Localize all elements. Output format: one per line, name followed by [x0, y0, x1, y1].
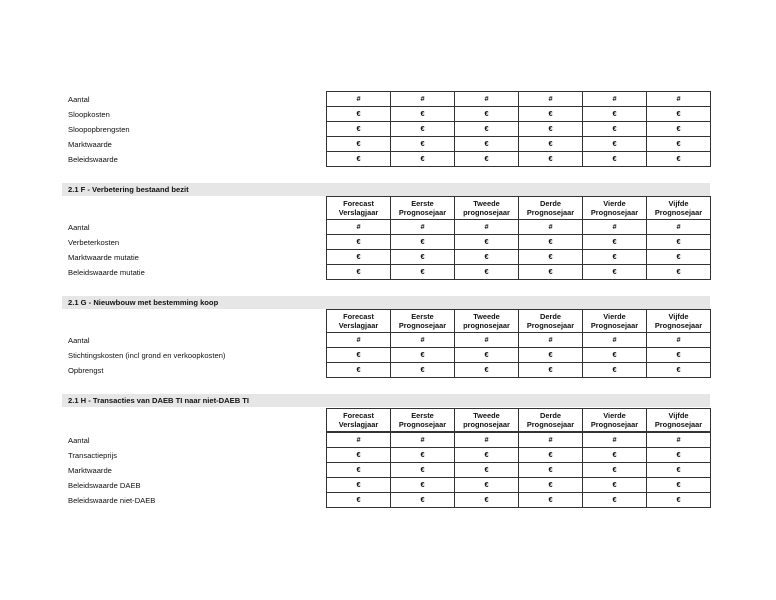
value-cell[interactable]: €: [455, 122, 519, 137]
column-header: [519, 310, 583, 333]
table-row: [327, 250, 711, 265]
value-cell[interactable]: €: [391, 448, 455, 463]
value-cell[interactable]: €: [391, 152, 455, 167]
value-cell[interactable]: €: [455, 493, 519, 508]
column-header-line2: Prognosejaar: [654, 208, 703, 217]
value-cell[interactable]: €: [391, 478, 455, 493]
row-label: Marktwaarde: [68, 466, 112, 475]
value-cell[interactable]: €: [519, 348, 583, 363]
value-cell[interactable]: €: [647, 478, 711, 493]
table-row: [327, 463, 711, 478]
value-cell[interactable]: €: [519, 265, 583, 280]
row-label: Aantal: [68, 223, 90, 232]
column-header-line1: Tweede: [473, 199, 500, 208]
table-row: [327, 348, 711, 363]
value-cell[interactable]: #: [583, 92, 647, 107]
table-row: [327, 137, 711, 152]
column-header-line1: Tweede: [473, 312, 500, 321]
value-cell[interactable]: €: [455, 363, 519, 378]
row-label: Opbrengst: [68, 366, 104, 375]
value-cell[interactable]: #: [327, 220, 391, 235]
value-cell[interactable]: €: [583, 235, 647, 250]
value-cell[interactable]: #: [519, 333, 583, 348]
value-cell[interactable]: €: [647, 235, 711, 250]
value-cell[interactable]: €: [647, 250, 711, 265]
column-header-line1: Forecast: [343, 312, 374, 321]
value-cell[interactable]: €: [583, 463, 647, 478]
column-header-line1: Vierde: [603, 411, 626, 420]
column-header: [327, 310, 391, 333]
column-header: [391, 409, 455, 432]
table-row: [327, 333, 711, 348]
value-cell[interactable]: €: [519, 363, 583, 378]
value-cell[interactable]: #: [583, 433, 647, 448]
value-cell[interactable]: €: [519, 235, 583, 250]
value-cell[interactable]: €: [391, 250, 455, 265]
column-header-row: [327, 409, 711, 432]
column-header: [327, 197, 391, 220]
column-header-line1: Forecast: [343, 199, 374, 208]
table-row: [327, 265, 711, 280]
column-header-line1: Derde: [540, 411, 561, 420]
column-header-line1: Eerste: [411, 411, 434, 420]
value-cell[interactable]: #: [391, 433, 455, 448]
table-row: [327, 448, 711, 463]
column-header-line1: Vijfde: [668, 312, 689, 321]
value-cell[interactable]: €: [391, 107, 455, 122]
value-cell[interactable]: €: [391, 137, 455, 152]
value-cell[interactable]: €: [391, 348, 455, 363]
value-cell[interactable]: €: [455, 107, 519, 122]
value-cell[interactable]: €: [455, 137, 519, 152]
table-row: [327, 122, 711, 137]
value-cell[interactable]: €: [583, 265, 647, 280]
value-cell[interactable]: #: [455, 433, 519, 448]
value-cell[interactable]: #: [455, 220, 519, 235]
value-cell[interactable]: #: [647, 220, 711, 235]
column-header: [327, 409, 391, 432]
value-cell[interactable]: €: [327, 463, 391, 478]
column-header: [647, 197, 711, 220]
data-table: [326, 332, 711, 378]
value-cell[interactable]: €: [455, 463, 519, 478]
value-cell[interactable]: #: [519, 92, 583, 107]
value-cell[interactable]: €: [647, 137, 711, 152]
value-cell[interactable]: €: [583, 448, 647, 463]
column-header-line2: prognosejaar: [463, 208, 510, 217]
table-row: [327, 107, 711, 122]
column-header-line1: Eerste: [411, 312, 434, 321]
column-header-row: [327, 197, 711, 220]
row-label: Stichtingskosten (incl grond en verkoopkosten): [68, 351, 226, 360]
column-header-line1: Vijfde: [668, 199, 689, 208]
value-cell[interactable]: €: [519, 107, 583, 122]
value-cell[interactable]: €: [519, 478, 583, 493]
value-cell[interactable]: €: [391, 463, 455, 478]
column-header: [455, 197, 519, 220]
column-header: [455, 310, 519, 333]
value-cell[interactable]: #: [391, 220, 455, 235]
data-table: [326, 91, 711, 167]
column-header-line2: Prognosejaar: [590, 321, 639, 330]
value-cell[interactable]: €: [583, 152, 647, 167]
column-header-table: [326, 196, 711, 220]
section-title: 2.1 H - Transacties van DAEB TI naar niet-DAEB TI: [68, 396, 250, 405]
value-cell[interactable]: €: [455, 152, 519, 167]
row-label: Transactieprijs: [68, 451, 118, 460]
column-header-line2: Prognosejaar: [526, 321, 575, 330]
value-cell[interactable]: €: [327, 152, 391, 167]
value-cell[interactable]: €: [519, 137, 583, 152]
column-header-line2: Prognosejaar: [526, 208, 575, 217]
value-cell[interactable]: €: [647, 448, 711, 463]
value-cell[interactable]: #: [647, 433, 711, 448]
value-cell[interactable]: €: [583, 137, 647, 152]
value-cell[interactable]: €: [519, 152, 583, 167]
value-cell[interactable]: €: [583, 107, 647, 122]
value-cell[interactable]: €: [647, 265, 711, 280]
value-cell[interactable]: #: [583, 333, 647, 348]
row-label: Aantal: [68, 95, 90, 104]
column-header-line1: Forecast: [343, 411, 374, 420]
value-cell[interactable]: #: [455, 333, 519, 348]
value-cell[interactable]: #: [327, 433, 391, 448]
value-cell[interactable]: €: [327, 363, 391, 378]
column-header-line2: Verslagjaar: [338, 208, 379, 217]
data-table: [326, 432, 711, 508]
value-cell[interactable]: €: [327, 478, 391, 493]
column-header-line1: Vierde: [603, 312, 626, 321]
value-cell[interactable]: €: [647, 152, 711, 167]
row-label: Aantal: [68, 336, 90, 345]
value-cell[interactable]: €: [327, 348, 391, 363]
table-row: [327, 478, 711, 493]
value-cell[interactable]: #: [455, 92, 519, 107]
column-header-line2: Prognosejaar: [526, 420, 575, 429]
value-cell[interactable]: €: [519, 448, 583, 463]
row-label: Beleidswaarde niet-DAEB: [68, 496, 156, 505]
value-cell[interactable]: €: [455, 265, 519, 280]
row-label: Sloopkosten: [68, 110, 110, 119]
column-header-line1: Tweede: [473, 411, 500, 420]
row-label: Beleidswaarde: [68, 155, 118, 164]
value-cell[interactable]: €: [327, 107, 391, 122]
column-header-line1: Vierde: [603, 199, 626, 208]
value-cell[interactable]: €: [647, 363, 711, 378]
column-header-line1: Derde: [540, 312, 561, 321]
column-header-line2: Verslagjaar: [338, 321, 379, 330]
value-cell[interactable]: #: [327, 333, 391, 348]
row-label: Beleidswaarde DAEB: [68, 481, 141, 490]
column-header: [391, 197, 455, 220]
row-label: Marktwaarde mutatie: [68, 253, 139, 262]
value-cell[interactable]: €: [647, 493, 711, 508]
value-cell[interactable]: #: [519, 220, 583, 235]
row-label: Verbeterkosten: [68, 238, 120, 247]
column-header: [583, 409, 647, 432]
column-header-line1: Eerste: [411, 199, 434, 208]
column-header-line2: Prognosejaar: [654, 420, 703, 429]
value-cell[interactable]: #: [647, 333, 711, 348]
column-header-line1: Vijfde: [668, 411, 689, 420]
section-title: 2.1 G - Nieuwbouw met bestemming koop: [68, 298, 219, 307]
column-header: [583, 310, 647, 333]
column-header-line2: Prognosejaar: [590, 420, 639, 429]
value-cell[interactable]: €: [647, 107, 711, 122]
column-header: [519, 409, 583, 432]
value-cell[interactable]: €: [391, 265, 455, 280]
section-title: 2.1 F - Verbetering bestaand bezit: [68, 185, 189, 194]
value-cell[interactable]: €: [455, 235, 519, 250]
value-cell[interactable]: €: [647, 463, 711, 478]
value-cell[interactable]: €: [391, 363, 455, 378]
column-header: [647, 310, 711, 333]
value-cell[interactable]: €: [519, 250, 583, 265]
value-cell[interactable]: €: [327, 448, 391, 463]
value-cell[interactable]: €: [455, 478, 519, 493]
value-cell[interactable]: €: [455, 250, 519, 265]
value-cell[interactable]: €: [519, 493, 583, 508]
table-row: [327, 220, 711, 235]
value-cell[interactable]: #: [519, 433, 583, 448]
table-row: [327, 152, 711, 167]
column-header: [583, 197, 647, 220]
value-cell[interactable]: €: [647, 122, 711, 137]
column-header: [455, 409, 519, 432]
value-cell[interactable]: #: [647, 92, 711, 107]
row-label: Sloopopbrengsten: [68, 125, 130, 134]
column-header-line2: Prognosejaar: [398, 208, 447, 217]
value-cell[interactable]: €: [583, 478, 647, 493]
value-cell[interactable]: €: [327, 250, 391, 265]
column-header-line2: Prognosejaar: [654, 321, 703, 330]
column-header-line2: Verslagjaar: [338, 420, 379, 429]
data-table: [326, 219, 711, 280]
table-row: [327, 493, 711, 508]
value-cell[interactable]: €: [583, 348, 647, 363]
column-header: [391, 310, 455, 333]
column-header-line2: Prognosejaar: [398, 321, 447, 330]
column-header-line1: Derde: [540, 199, 561, 208]
column-header-line2: prognosejaar: [463, 420, 510, 429]
row-label: Aantal: [68, 436, 90, 445]
table-row: [327, 433, 711, 448]
column-header-line2: Prognosejaar: [590, 208, 639, 217]
column-header: [519, 197, 583, 220]
column-header-table: [326, 309, 711, 333]
value-cell[interactable]: €: [455, 348, 519, 363]
table-row: [327, 92, 711, 107]
row-label: Beleidswaarde mutatie: [68, 268, 145, 277]
value-cell[interactable]: €: [327, 137, 391, 152]
value-cell[interactable]: #: [583, 220, 647, 235]
value-cell[interactable]: €: [391, 493, 455, 508]
value-cell[interactable]: €: [519, 122, 583, 137]
column-header-row: [327, 310, 711, 333]
column-header-line2: prognosejaar: [463, 321, 510, 330]
column-header: [647, 409, 711, 432]
value-cell[interactable]: #: [391, 92, 455, 107]
column-header-table: [326, 408, 711, 432]
value-cell[interactable]: €: [391, 235, 455, 250]
value-cell[interactable]: €: [327, 235, 391, 250]
value-cell[interactable]: €: [583, 250, 647, 265]
value-cell[interactable]: #: [327, 92, 391, 107]
table-row: [327, 363, 711, 378]
table-row: [327, 235, 711, 250]
value-cell[interactable]: €: [327, 122, 391, 137]
value-cell[interactable]: €: [391, 122, 455, 137]
value-cell[interactable]: €: [455, 448, 519, 463]
row-label: Marktwaarde: [68, 140, 112, 149]
column-header-line2: Prognosejaar: [398, 420, 447, 429]
value-cell[interactable]: €: [583, 363, 647, 378]
value-cell[interactable]: €: [519, 463, 583, 478]
value-cell[interactable]: €: [327, 493, 391, 508]
value-cell[interactable]: €: [327, 265, 391, 280]
value-cell[interactable]: €: [647, 348, 711, 363]
value-cell[interactable]: €: [583, 493, 647, 508]
value-cell[interactable]: €: [583, 122, 647, 137]
value-cell[interactable]: #: [391, 333, 455, 348]
